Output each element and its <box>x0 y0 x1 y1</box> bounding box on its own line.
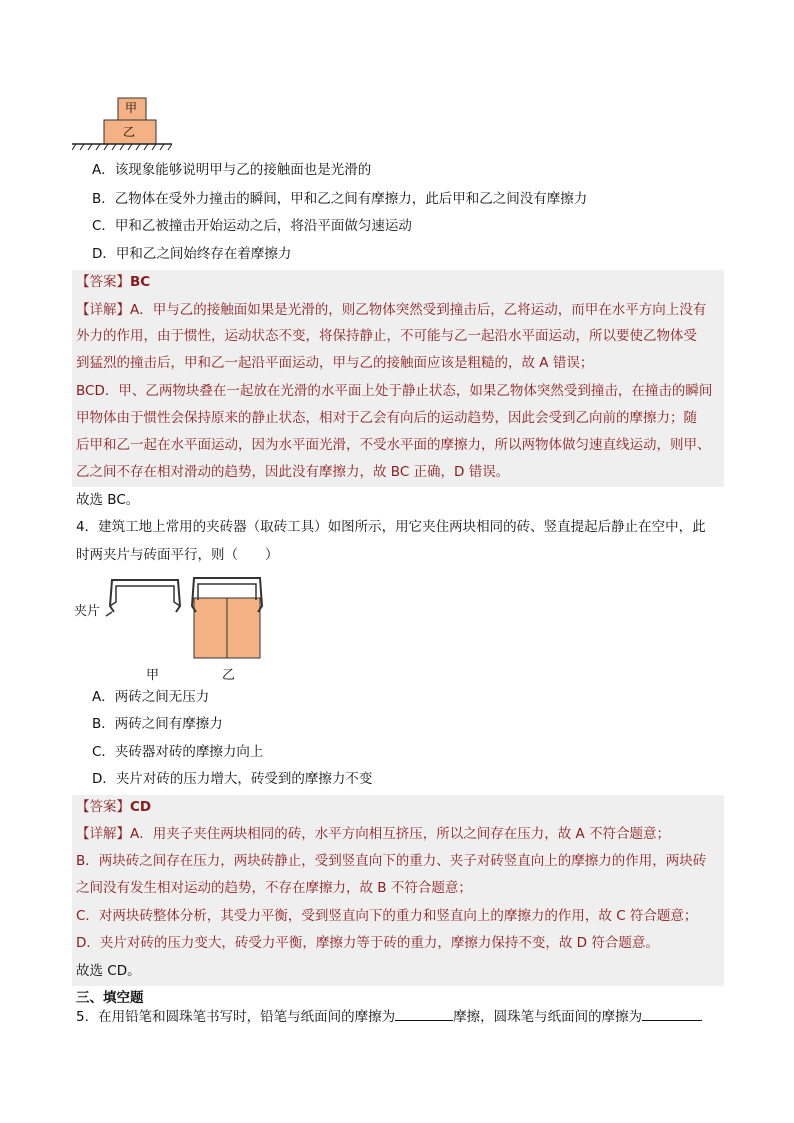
fig-label-a: 甲 <box>146 668 160 683</box>
detail-text: A．用夹子夹住两块相同的砖，水平方向相互挤压，所以之间存在压力，故 A 不符合题意； <box>130 826 671 842</box>
q4-conclusion: 故选 CD。 <box>76 963 141 979</box>
block-jia-label: 甲 <box>125 101 138 115</box>
detail-text: A．甲与乙的接触面如果是光滑的，则乙物体突然受到撞击后，乙将运动，而甲在水平方向上没有 <box>130 302 707 318</box>
q3-option-c: C．甲和乙被撞击开始运动之后，将沿平面做匀速运动 <box>92 218 412 234</box>
answer-value: BC <box>130 274 151 290</box>
q4-answer-box <box>72 795 724 986</box>
q3-detail-line-6: 后甲和乙一起在水平面运动，因为水平面光滑，不受水平面的摩擦力，所以两物体做匀速直线运动，则甲、 <box>76 437 711 453</box>
q4-detail-line-2: B．两块砖之间存在压力，两块砖静止，受到竖直向下的重力、夹子对砖竖直向上的摩擦力的作用，两块砖 <box>76 853 707 869</box>
q5-stem <box>76 1006 702 1027</box>
detail-tag: 【详解】 <box>76 302 130 318</box>
q3-detail-line-3: 到猛烈的撞击后，甲和乙一起沿平面运动，甲与乙的接触面应该是粗糙的，故 A 错误； <box>76 355 594 371</box>
answer-tag: 【答案】 <box>76 274 130 290</box>
stacked-blocks-figure <box>72 94 172 154</box>
block-yi-label: 乙 <box>123 125 136 139</box>
q3-option-d: D．甲和乙之间始终存在着摩擦力 <box>92 246 292 262</box>
q5-blank-2[interactable] <box>642 1006 702 1021</box>
q4-detail-line-5: D．夹片对砖的压力变大，砖受力平衡，摩擦力等于砖的重力，摩擦力保持不变，故 D 符合题意。 <box>76 935 659 951</box>
q3-detail-line-4: BCD．甲、乙两物块叠在一起放在光滑的水平面上处于静止状态，如果乙物体突然受到撞击，在撞击的瞬间 <box>76 383 713 399</box>
detail-tag: 【详解】 <box>76 826 130 842</box>
q3-answer-line <box>76 272 150 292</box>
q4-stem-line-1: 4．建筑工地上常用的夹砖器（取砖工具）如图所示，用它夹住两块相同的砖、竖直提起后静止在空中，此 <box>76 519 706 535</box>
q3-detail-line-2: 外力的作用，由于惯性，运动状态不变，将保持静止，不可能与乙一起沿水平面运动，所以要使乙物体受 <box>76 328 697 344</box>
clamp-empty-handle <box>110 586 180 606</box>
stacked-blocks-svg <box>72 94 172 154</box>
answer-value: CD <box>130 799 152 815</box>
q4-detail-line-1 <box>76 824 670 844</box>
brick-clamp-figure <box>72 572 272 682</box>
q3-detail-line-7: 乙之间不存在相对滑动的趋势，因此没有摩擦力，故 BC 正确，D 错误。 <box>76 464 510 480</box>
q4-option-b: B．两砖之间有摩擦力 <box>92 716 223 732</box>
q4-detail-line-4: C．对两块砖整体分析，其受力平衡，受到竖直向下的重力和竖直向上的摩擦力的作用，故 C 符合题意； <box>76 908 698 924</box>
clip-pointer <box>106 612 112 616</box>
brick-clamp-svg <box>72 572 272 662</box>
q4-stem-line-2: 时两夹片与砖面平行，则（ ） <box>76 547 279 563</box>
ground-hatch <box>72 144 172 150</box>
q5-blank-1[interactable] <box>395 1006 453 1021</box>
clamp-empty-frame <box>110 580 180 612</box>
clip-label: 夹片 <box>74 604 101 619</box>
q3-option-a: A．该现象能够说明甲与乙的接触面也是光滑的 <box>92 162 372 178</box>
q3-conclusion: 故选 BC。 <box>76 492 140 508</box>
q3-detail-line-5: 甲物体由于惯性会保持原来的静止状态，相对于乙会有向后的运动趋势，因此会受到乙向前的摩擦力；随 <box>76 410 697 426</box>
answer-tag: 【答案】 <box>76 799 130 815</box>
q4-detail-line-3: 之间没有发生相对运动的趋势，不存在摩擦力，故 B 不符合题意； <box>76 880 472 896</box>
q4-option-a: A．两砖之间无压力 <box>92 689 210 705</box>
q4-answer-line <box>76 797 151 817</box>
q3-answer-box <box>72 270 724 487</box>
q3-detail-line-1 <box>76 300 706 320</box>
q4-option-d: D．夹片对砖的压力增大，砖受到的摩擦力不变 <box>92 771 373 787</box>
fig-label-b: 乙 <box>222 668 236 683</box>
q3-option-b: B．乙物体在受外力撞击的瞬间，甲和乙之间有摩擦力，此后甲和乙之间没有摩擦力 <box>92 191 588 207</box>
q5-part-1: 5．在用铅笔和圆珠笔书写时，铅笔与纸面间的摩擦为 <box>76 1009 396 1025</box>
q5-part-2: 摩擦，圆珠笔与纸面间的摩擦为 <box>453 1009 643 1025</box>
q4-option-c: C．夹砖器对砖的摩擦力向上 <box>92 744 264 760</box>
section-title: 三、填空题 <box>76 990 144 1006</box>
